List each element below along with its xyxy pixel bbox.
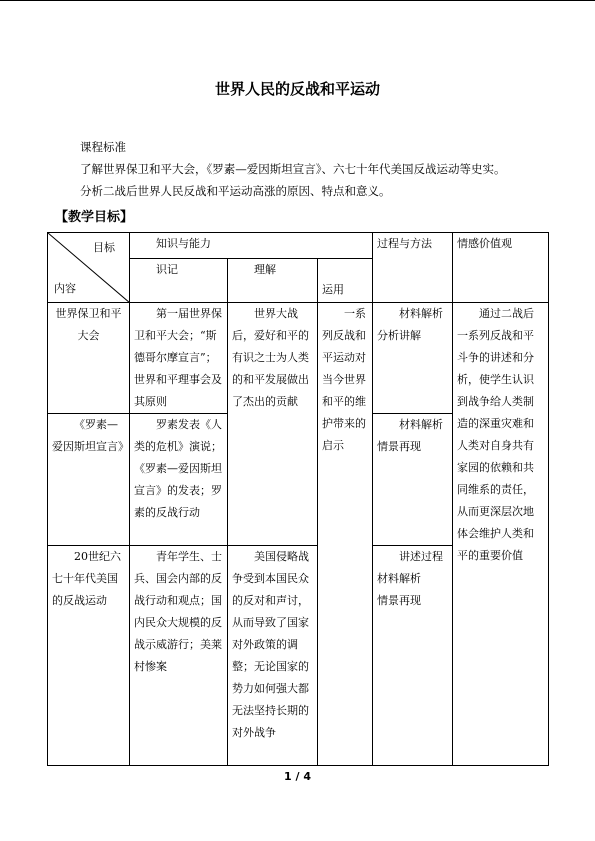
row3-content: 20世纪六七十年代美国的反战运动 bbox=[48, 546, 130, 766]
header-emotion: 情感价值观 bbox=[453, 233, 549, 303]
header-diagonal-cell bbox=[48, 233, 130, 303]
page-number: 1 / 4 bbox=[284, 770, 311, 783]
row2-method: 材料解析 情景再现 bbox=[373, 414, 453, 546]
diag-label-content: 内容 bbox=[54, 282, 76, 295]
row3-remember: 青年学生、士兵、国会内部的反战行动和观点；国内民众大规模的反战示威游行；美莱村惨案 bbox=[130, 546, 228, 766]
intro-line-1: 了解世界保卫和平大会，《罗素—爱因斯坦宣言》、六七十年代美国反战运动等史实。 bbox=[80, 162, 506, 176]
top-rule bbox=[0, 0, 595, 1]
row1-remember: 第一届世界保卫和平大会；“斯德哥尔摩宣言”；世界和平理事会及其原则 bbox=[130, 303, 228, 414]
row2-content: 《罗素—爱因斯坦宣言》 bbox=[48, 414, 130, 546]
document-title: 世界人民的反战和平运动 bbox=[214, 80, 380, 98]
row1-understand: 世界大战后，爱好和平的有识之士为人类的和平发展做出了杰出的贡献 bbox=[228, 303, 318, 546]
row2-remember: 罗素发表《人类的危机》演说；《罗素—爱因斯坦宣言》的发表；罗素的反战行动 bbox=[130, 414, 228, 546]
header-process: 过程与方法 bbox=[373, 233, 453, 303]
row1-method: 材料解析 分析讲解 bbox=[373, 303, 453, 414]
section-title: 【教学目标】 bbox=[55, 210, 134, 225]
diag-label-target: 目标 bbox=[93, 241, 115, 254]
header-apply: 运用 bbox=[318, 259, 373, 303]
header-knowledge: 知识与能力 bbox=[130, 233, 373, 259]
apply-cell: 一系列反战和平运动对当今世界和平的维护带来的启示 bbox=[318, 303, 373, 766]
intro-heading: 课程标准 bbox=[80, 140, 126, 154]
row3-method: 讲述过程 材料解析 情景再现 bbox=[373, 546, 453, 766]
objectives-table bbox=[47, 232, 549, 766]
row3-understand: 美国侵略战争受到本国民众的反对和声讨，从而导致了国家对外政策的调整；无论国家的势力如何强大都无法坚持长期的对外战争 bbox=[228, 546, 318, 766]
header-remember: 识记 bbox=[130, 259, 228, 303]
header-understand: 理解 bbox=[228, 259, 318, 303]
intro-line-2: 分析二战后世界人民反战和平运动高涨的原因、特点和意义。 bbox=[80, 184, 391, 198]
emotion-cell: 通过二战后一系列反战和平斗争的讲述和分析，使学生认识到战争给人类制造的深重灾难和人类对自身共有家园的依赖和共同维系的责任，从而更深层次地体会维护人类和平的重要价值 bbox=[453, 303, 549, 766]
row1-content: 世界保卫和平大会 bbox=[48, 303, 130, 414]
